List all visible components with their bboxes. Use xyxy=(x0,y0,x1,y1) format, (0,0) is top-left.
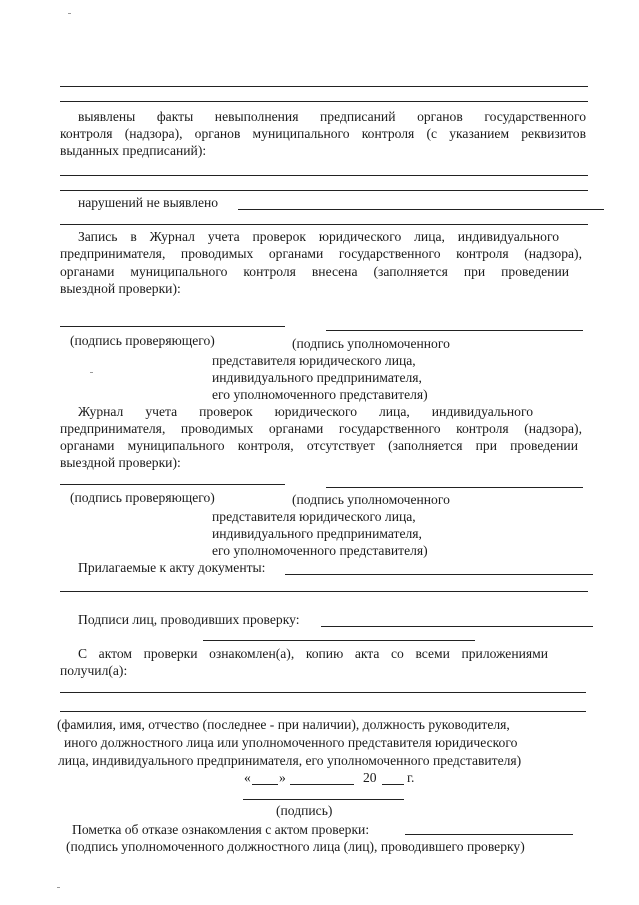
representative-caption-line1: (подпись уполномоченного xyxy=(292,336,450,351)
date-year-prefix: 20 xyxy=(363,770,377,785)
journal-absent-line3: органами муниципального контроля, отсутствует (заполняется при проведении xyxy=(60,438,578,453)
no-violations-field-line[interactable] xyxy=(238,209,604,210)
acquainted-line2: получил(а): xyxy=(60,663,128,678)
inspector-signature-caption-2: (подпись проверяющего) xyxy=(70,490,215,505)
journal-entry-line3: органами муниципального контроля внесена (заполняется при проведении xyxy=(60,264,569,279)
violations-found-line3: выданных предписаний): xyxy=(60,143,207,158)
fio-caption-line3: лица, индивидуального предпринимателя, его уполномоченного представителя) xyxy=(58,753,522,768)
inspectors-signatures-field-line[interactable] xyxy=(321,626,593,627)
signature-caption: (подпись) xyxy=(276,803,333,818)
representative-signature-line-2[interactable] xyxy=(326,487,583,488)
no-violations-label: нарушений не выявлено xyxy=(78,195,219,210)
fio-caption-line1: (фамилия, имя, отчество (последнее - при наличии), должность руководителя, xyxy=(57,717,510,732)
representative-caption-line2: представителя юридического лица, xyxy=(212,353,416,368)
inspectors-signatures-label: Подписи лиц, проводивших проверку: xyxy=(78,612,300,627)
journal-absent-line1: Журнал учета проверок юридического лица, индивидуального xyxy=(78,404,533,419)
journal-absent-line2: предпринимателя, проводимых органами государственного контроля (надзора), xyxy=(60,421,582,436)
fio-caption-line2: иного должностного лица или уполномоченного представителя юридического xyxy=(64,735,518,750)
violations-found-line1: выявлены факты невыполнения предписаний органов государственного xyxy=(78,109,586,124)
representative-caption-2-line3: индивидуального предпринимателя, xyxy=(212,526,422,541)
date-year-field[interactable] xyxy=(382,784,404,785)
blank-line xyxy=(60,224,588,225)
refusal-caption: (подпись уполномоченного должностного лица (лиц), проводившего проверку) xyxy=(66,839,525,854)
representative-caption-2-line4: его уполномоченного представителя) xyxy=(212,543,428,558)
violations-found-line2: контроля (надзора), органов муниципального контроля (с указанием реквизитов xyxy=(60,126,586,141)
signature-field-line[interactable] xyxy=(243,799,404,800)
blank-line xyxy=(60,86,588,87)
blank-line xyxy=(60,190,588,191)
date-day-field[interactable] xyxy=(252,784,278,785)
inspector-signature-caption: (подпись проверяющего) xyxy=(70,333,215,348)
blank-line xyxy=(60,175,588,176)
journal-entry-line2: предпринимателя, проводимых органами государственного контроля (надзора), xyxy=(60,246,582,261)
blank-line xyxy=(60,591,588,592)
representative-caption-2-line1: (подпись уполномоченного xyxy=(292,492,450,507)
attached-documents-field-line[interactable] xyxy=(285,574,593,575)
representative-caption-line3: индивидуального предпринимателя, xyxy=(212,370,422,385)
date-month-field[interactable] xyxy=(290,784,354,785)
scan-speck xyxy=(90,372,93,373)
journal-entry-line1: Запись в Журнал учета проверок юридического лица, индивидуального xyxy=(78,229,559,244)
date-year-suffix: г. xyxy=(407,770,415,785)
attached-documents-label: Прилагаемые к акту документы: xyxy=(78,560,266,575)
acquainted-field-line-2[interactable] xyxy=(60,711,586,712)
journal-entry-line4: выездной проверки): xyxy=(60,281,181,296)
refusal-note-field-line[interactable] xyxy=(405,834,573,835)
date-close-quote: » xyxy=(279,770,286,785)
inspector-signature-line[interactable] xyxy=(60,326,285,327)
journal-absent-line4: выездной проверки): xyxy=(60,455,181,470)
blank-line xyxy=(60,101,588,102)
representative-signature-line[interactable] xyxy=(326,330,583,331)
acquainted-line1: С актом проверки ознакомлен(а), копию акта со всеми приложениями xyxy=(78,646,548,661)
representative-caption-line4: его уполномоченного представителя) xyxy=(212,387,428,402)
inspectors-signatures-second-line[interactable] xyxy=(203,640,475,641)
representative-caption-2-line2: представителя юридического лица, xyxy=(212,509,416,524)
refusal-note-label: Пометка об отказе ознакомления с актом проверки: xyxy=(72,822,370,837)
acquainted-field-line[interactable] xyxy=(60,692,586,693)
date-open-quote: « xyxy=(244,770,251,785)
scan-speck xyxy=(68,13,71,14)
inspector-signature-line-2[interactable] xyxy=(60,484,285,485)
scan-speck xyxy=(57,887,60,888)
